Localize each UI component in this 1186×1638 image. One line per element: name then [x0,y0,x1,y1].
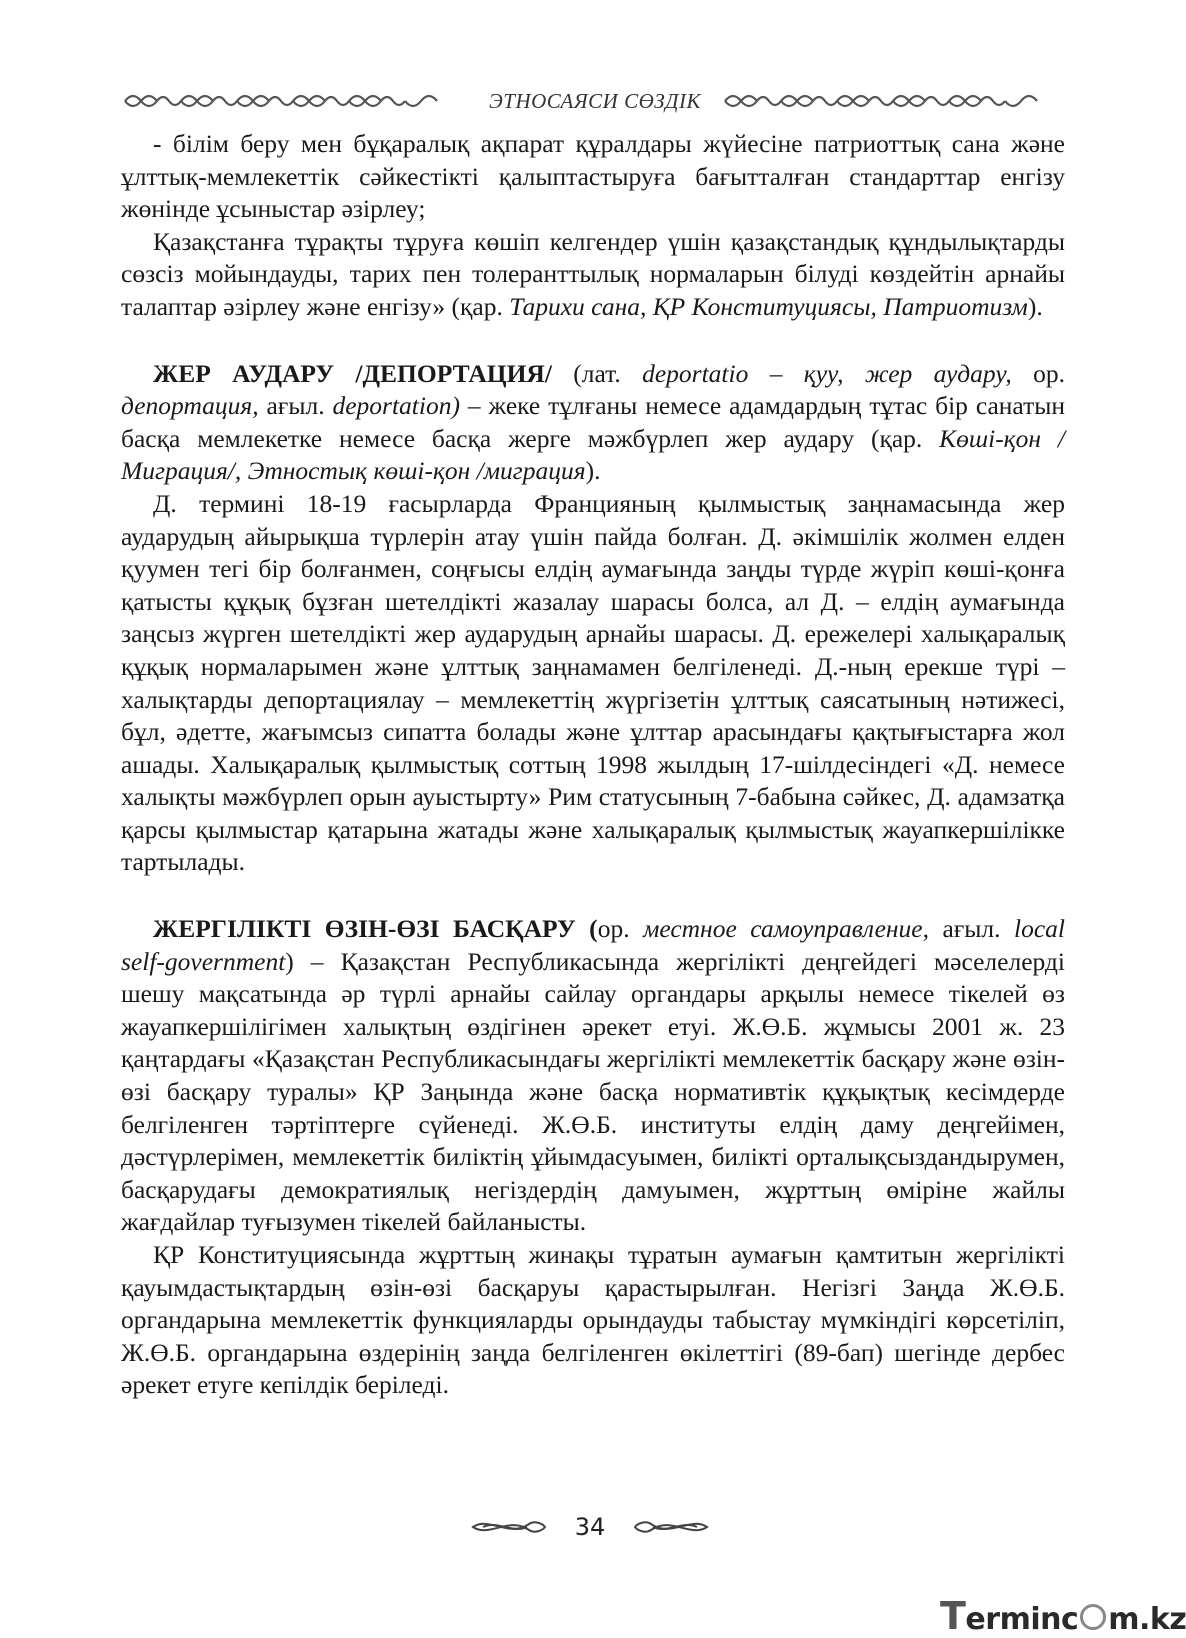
dictionary-entry-deportation: ЖЕР АУДАРУ /ДЕПОРТАЦИЯ/ (лат. deportatio – қуу, жер аудару, ор. депортация, ағыл. deportation) – жеке тұлғаны немесе адамдардың тұтас бір санатын басқа мемлекетке немесе басқа жерге мәжбүрлеп жер аудару (қар. Көші-қон /Миграция/, Этностық көші-қон /миграция). [121,358,1065,486]
logo-circle-icon [1080,1604,1106,1630]
entry-term: ЖЕР АУДАРУ /ДЕПОРТАЦИЯ/ [153,358,552,388]
ornament-right-icon [720,90,1070,112]
page-footer [440,1510,740,1544]
paragraph: Д. термині 18-19 ғасырларда Францияның қылмыстық заңнамасында жер аударудың айырықша түрлерін атау үшін пайда болған. Д. әкімшілік жолмен елден қуумен тегі бір болғанмен, соңғысы елдің аумағында заңды түрде жүріп көші-қонға қатысты құқық бұзған шетелдікті жазалау шарасы болса, ал Д. – елдің аумағында заңсыз жүрген шетелдікті жер аударудың арнайы шарасы. Д. ережелері халықаралық құқық нормаларымен және ұлттық заңнамамен белгіленеді. Д.-ның ерекше түрі – халықтарды депортациялау – мемлекеттің жүргізетін ұлттық саясатының нәтижесі, бұл, әдетте, жағымсыз сипатта болады және ұлттар арасындағы қақтығыстарға жол ашады. Халықаралық қылмыстық соттың 1998 жылдың 17-шілдесіндегі «Д. немесе халықты мәжбүрлеп орын ауыстырту» Рим статусының 7-бабына сәйкес, Д. адамзатқа қарсы қылмыстар қатарына жатады және халықаралық қылмыстық жауапкершілікке тартылады. [121,488,1065,877]
paragraph: ҚР Конституциясында жұрттың жинақы тұратын аумағын қамтитын жергілікті қауымдастықтардың өзін-өзі басқаруы қарастырылған. Негізгі Заңда Ж.Ө.Б. органдарына мемлекеттік функцияларды орындауды табыстау мүмкіндігі көрсетіліп, Ж.Ө.Б. органдарына өздерінің заңда белгіленген өкілеттігі (89-бап) шегінде дербес әрекет етуге кепілдік беріледі. [121,1240,1065,1400]
dictionary-entry-self-government: ЖЕРГІЛІКТІ ӨЗІН-ӨЗІ БАСҚАРУ (ор. местное самоуправление, ағыл. local self-government) – Қазақстан Республикасында жергілікті деңгейдегі мәселелерді шешу мақсатында әр түрлі арнайы сайлау органдары арқылы немесе тікелей өз жауапкершілігімен халықтың өздігінен әрекет етуі. Ж.Ө.Б. жұмысы 2001 ж. 23 қаңтардағы «Қазақстан Республикасындағы жергілікті мемлекеттік басқару және өзін-өзі басқару туралы» ҚР Заңында және басқа нормативтік құқықтық кесімдерде белгіленген тәртіптерге сүйенеді. Ж.Ө.Б. институты елдің даму деңгейімен, дәстүрлерімен, мемлекеттік биліктің ұйымдасуымен, билікті орталықсыздандырумен, басқарудағы демократиялық негіздердің дамуымен, жұрттың өміріне жайлы жағдайлар туғызумен тікелей байланысты. [121,914,1066,1237]
running-header [120,86,1070,116]
page-number: 34 [574,1513,606,1541]
site-watermark-logo: T erminc m.kz [940,1594,1186,1638]
paragraph: - білім беру мен бұқаралық ақпарат құралдары жүйесіне патриоттық сана және ұлттық-мемлекеттік сәйкестікті қалыптастыруға бағытталған стандарттар енгізу жөнінде ұсыныстар әзірлеу; [121,129,1065,224]
footer-ornament-left-icon [469,1516,549,1538]
footer-ornament-right-icon [631,1516,711,1538]
page-body [121,128,1065,1402]
header-title: ЭТНОСАЯСИ СӨЗДІК [489,88,701,113]
entry-term: ЖЕРГІЛІКТІ ӨЗІН-ӨЗІ БАСҚАРУ ( [153,914,598,944]
ornament-left-icon [120,90,470,112]
paragraph: Қазақстанға тұрақты тұруға көшіп келгендер үшін қазақстандық құндылықтарды сөзсіз мойындауды, тарих пен толеранттылық нормаларын білуді көздейтін арнайы талаптар әзірлеу және енгізу» (қар. Тарихи сана, ҚР Конституциясы, Патриотизм). [121,226,1065,321]
